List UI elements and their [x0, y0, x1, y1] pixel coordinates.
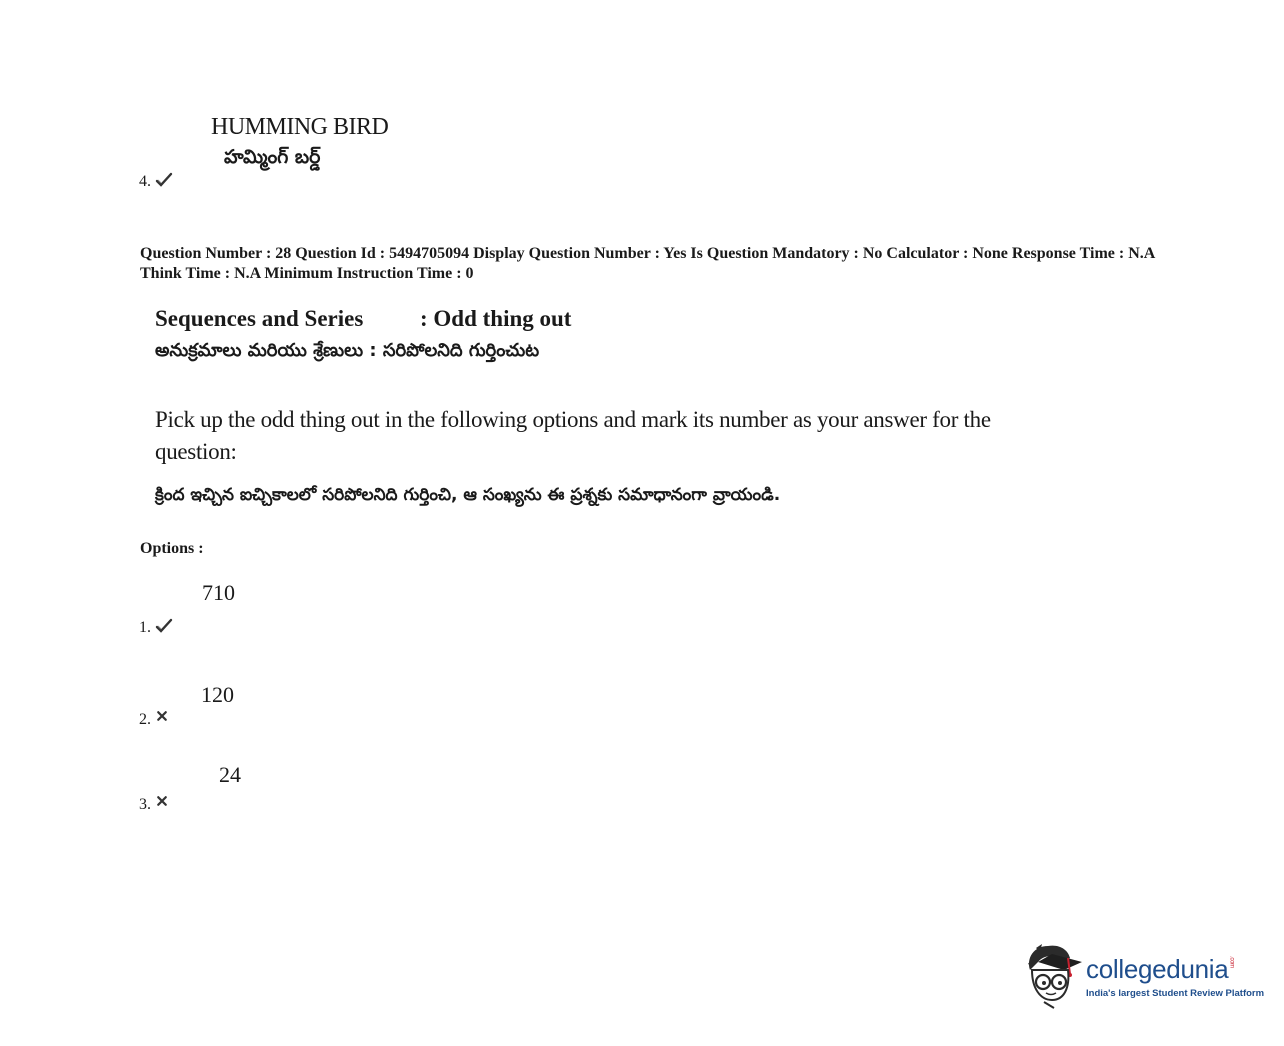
previous-option-number	[139, 172, 173, 191]
question-instruction-telugu: క్రింద ఇచ్చిన ఐచ్చికాలలో సరిపోలనిది గుర్తించి, ఆ సంఖ్యను ఈ ప్రశ్నకు సమాధానంగా వ్రాయండి.	[155, 485, 781, 505]
section-subtitle: : Odd thing out	[420, 306, 572, 331]
check-icon	[155, 172, 173, 188]
section-title: Sequences and Series	[155, 306, 364, 331]
section-title-telugu: అనుక్రమాలు మరియు శ్రేణులు : సరిపోలనిది గుర్తించుట	[155, 340, 540, 361]
logo-suffix: .com	[1228, 956, 1235, 968]
option-2	[139, 710, 169, 729]
question-metadata: Question Number : 28 Question Id : 5494705094 Display Question Number : Yes Is Question Mandatory : No Calculator : None Response Time : N.A Think Time : N.A Minimum Instruction Time : 0	[140, 245, 1155, 282]
previous-option-telugu-text: హమ్మింగ్ బర్డ్	[224, 146, 321, 168]
option-number-label: 3.	[139, 796, 151, 813]
option-number-label: 1.	[139, 619, 151, 636]
option-number-label: 4.	[139, 173, 151, 190]
collegedunia-mascot-icon	[1024, 940, 1086, 1012]
cross-icon	[155, 795, 169, 807]
option-2-value: 120	[201, 682, 234, 707]
option-3	[139, 795, 169, 814]
option-1	[139, 618, 173, 637]
cross-icon	[155, 710, 169, 722]
check-icon	[155, 618, 173, 634]
option-3-value: 24	[219, 762, 241, 787]
question-instruction: Pick up the odd thing out in the following options and mark its number as your answer for the question:	[155, 407, 991, 464]
options-label: Options :	[140, 540, 204, 557]
logo-name-text: collegedunia	[1086, 954, 1229, 984]
option-1-value: 710	[202, 580, 235, 605]
previous-option-text: HUMMING BIRD	[211, 114, 389, 140]
logo-tagline: India's largest Student Review Platform	[1086, 988, 1265, 999]
option-number-label: 2.	[139, 711, 151, 728]
logo-wordmark	[1086, 954, 1234, 985]
